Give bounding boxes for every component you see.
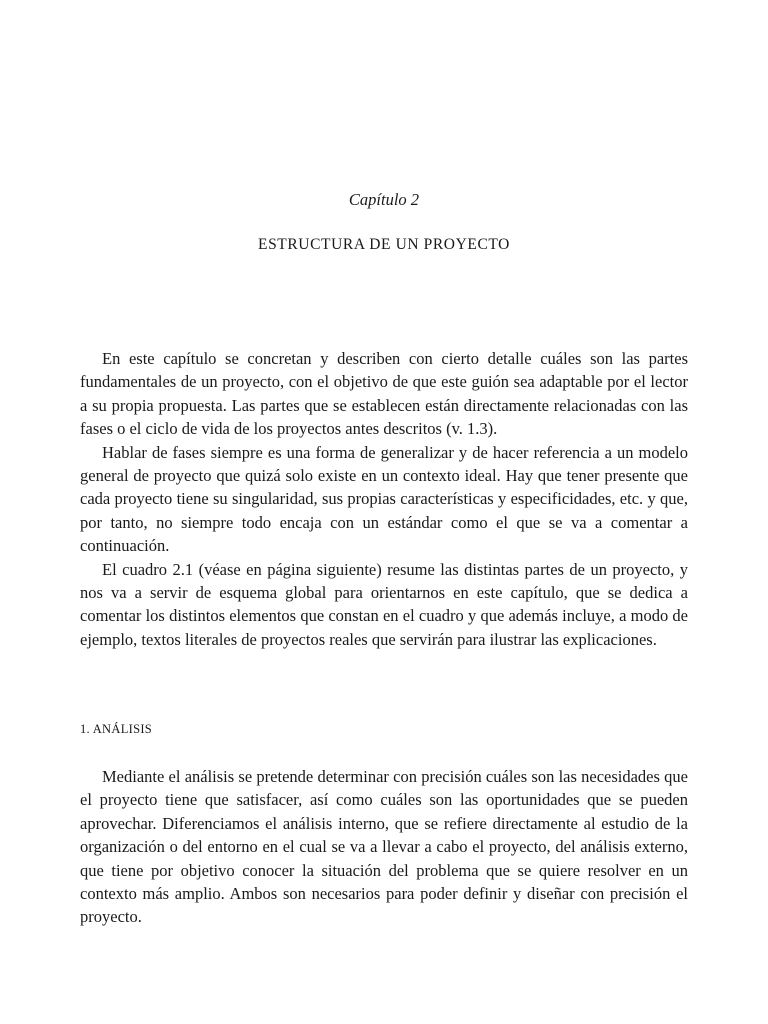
- chapter-title: ESTRUCTURA DE UN PROYECTO: [258, 236, 510, 253]
- section-analisis-text: [80, 765, 688, 929]
- intro-paragraph: El cuadro 2.1 (véase en página siguiente) resume las distintas partes de un proyecto, y nos va a servir de esquema global para orientarnos en este capítulo, que se dedica a comentar los distintos elementos que constan en el cuadro y que además incluye, a modo de ejemplo, textos literales de proyectos reales que servirán para ilustrar las explicaciones.: [80, 559, 688, 649]
- intro-text: [80, 347, 688, 651]
- section-paragraph: Mediante el análisis se pretende determinar con precisión cuáles son las necesidades que el proyecto tiene que satisfacer, así como cuáles son las oportunidades que se pueden aprovechar. Diferenciamos el análisis interno, que se refiere directamente al estudio de la organización o del entorno en el cual se va a llevar a cabo el proyecto, del análisis externo, que tiene por objetivo conocer la situación del problema que se quiere resolver en un contexto más amplio. Ambos son necesarios para poder definir y diseñar con precisión el proyecto.: [80, 767, 688, 927]
- intro-paragraph: En este capítulo se concretan y describen con cierto detalle cuáles son las partes fundamentales de un proyecto, con el objetivo de que este guión sea adaptable por el lector a su propia propuesta. Las partes que se establecen están directamente relacionadas con las fases o el ciclo de vida de los proyectos antes descritos (v. 1.3).: [80, 349, 688, 439]
- chapter-label: Capítulo 2: [348, 190, 420, 209]
- section-heading-analisis: 1. ANÁLISIS: [80, 722, 153, 736]
- intro-paragraph: Hablar de fases siempre es una forma de generalizar y de hacer referencia a un modelo general de proyecto que quizá solo existe en un contexto ideal. Hay que tener presente que cada proyecto tiene su singularidad, sus propias características y especificidades, etc. y que, por tanto, no siempre todo encaja con un estándar como el que se va a comentar a continuación.: [80, 442, 688, 556]
